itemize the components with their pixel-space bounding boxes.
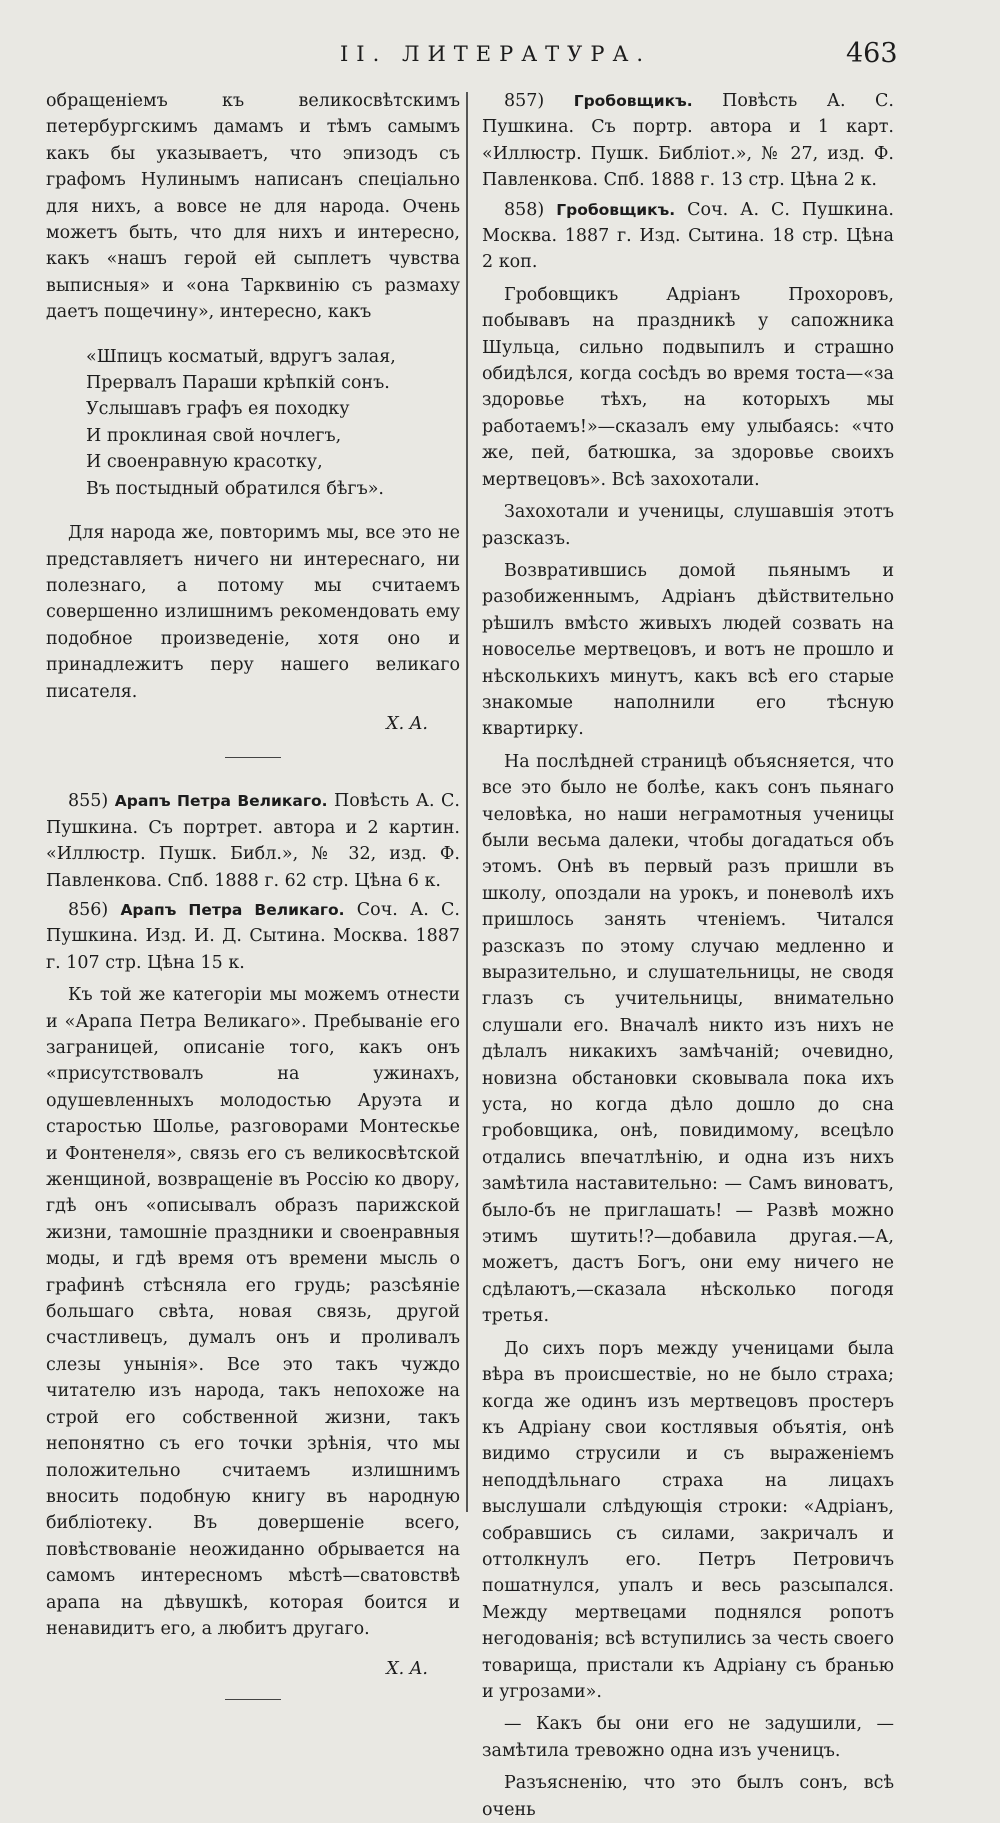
review-paragraph: Къ той же категоріи мы можемъ отнести и «Арапа Петра Великаго». Пребываніе его заграницей, описаніе того, какъ онъ «присутствовалъ на ужинахъ, одушевленныхъ молодостью Аруэта и старостью Шолье, разговорами Монтескье и Фонтенеля», связь его съ великосвѣтской женщиной, возвращеніе въ Россію ко двору, гдѣ онъ «описывалъ образъ парижской жизни, тамошніе праздники и своенравныя моды, и гдѣ время отъ времени мысль о графинѣ стѣсняла его грудь; разсѣяніе большаго свѣта, новая связь, другой счастливецъ, думалъ онъ и проливалъ слезы унынія». Все это такъ чуждо читателю изъ народа, такъ непохоже на строй его собственной жизни, такъ непонятно съ его точки зрѣнія, что мы положительно считаемъ излишнимъ вносить подобную книгу въ народную библіотеку. Въ довершеніе всего, повѣствованіе неожиданно обрывается на самомъ интересномъ мѣстѣ—сватовствѣ арапа на дѣвушкѣ, которая боится и ненавидитъ его, а любитъ другаго.	[46, 985, 460, 1639]
entry-number: 857)	[504, 91, 545, 111]
entry-details: Повѣсть А. С. Пушкина. Съ портрет. автора и 2 картин. «Иллюстр. Пушк. Библ.», № 32, изд. Ф. Павленкова. Спб. 1888 г. 62 стр. Цѣна 6 к.	[46, 791, 460, 891]
conclusion-paragraph: Для народа же, повторимъ мы, все это не представляетъ ничего ни интереснаго, ни полезнаго, а потому мы считаемъ совершенно излишнимъ рекомендовать ему подобное произведеніе, хотя оно и принадлежитъ перу нашего великаго писателя.	[46, 523, 460, 702]
entry-number: 856)	[68, 899, 109, 920]
body-paragraph: Захохотали и ученицы, слушавшія этотъ разсказъ.	[482, 502, 894, 549]
section-rule	[225, 1699, 281, 1700]
right-column	[482, 88, 894, 1823]
poem-line: «Шпицъ косматый, вдругъ залая,	[86, 346, 396, 367]
body-paragraph: На послѣдней страницѣ объясняется, что все это было не болѣе, какъ сонъ пьянаго человѣка, но наши неграмотныя ученицы были весьма далеки, чтобы догадаться объ этомъ. Онѣ въ первый разъ пришли въ школу, опоздали на урокъ, и поневолѣ ихъ пришлось занять чтеніемъ. Читался разсказъ по этому случаю медленно и выразительно, и слушательницы, не сводя глазъ съ учительницы, внимательно слушали его. Вначалѣ никто изъ нихъ не дѣлалъ никакихъ замѣчаній; очевидно, новизна обстановки сковывала пока ихъ уста, но когда дѣло дошло до сна гробовщика, онѣ, повидимому, всецѣло отдались впечатлѣнію, и одна изъ нихъ замѣтила наставительно: — Самъ виноватъ, было-бъ не приглашать! — Развѣ можно этимъ шутить!?—добавила другая.—А, можетъ, дастъ Богъ, они ему ничего не сдѣлаютъ,—сказала нѣсколько погодя третья.	[482, 751, 894, 1327]
body-paragraph: — Какъ бы они его не задушили, — замѣтила тревожно одна изъ ученицъ.	[482, 1714, 894, 1761]
entry-details: Соч. А. С. Пушкина. Изд. И. Д. Сытина. Москва. 1887 г. 107 стр. Цѣна 15 к.	[46, 899, 460, 973]
page-number: 463	[846, 38, 898, 69]
entry-details: Соч. А. С. Пушкина. Москва. 1887 г. Изд. Сытина. 18 стр. Цѣна 2 коп.	[482, 199, 894, 273]
running-title: II. ЛИТЕРАТУРА.	[340, 42, 652, 66]
entry-title: Гробовщикъ.	[573, 92, 693, 110]
entry-title: Арапъ Петра Великаго.	[120, 900, 345, 919]
body-paragraph: Возвратившись домой пьянымъ и разобиженнымъ, Адріанъ дѣйствительно рѣшилъ вмѣсто живыхъ людей созвать на новоселье мертвецовъ, и вотъ не прошло и нѣсколькихъ минутъ, какъ всѣ его старые знакомые наполнили его тѣсную квартирку.	[482, 560, 894, 740]
entry-title: Гробовщикъ.	[556, 200, 676, 219]
poem-line: И проклиная свой ночлегъ,	[86, 425, 342, 446]
signature: X. A.	[386, 713, 428, 734]
signature: X. A.	[386, 1659, 428, 1680]
body-paragraph: Гробовщикъ Адріанъ Прохоровъ, побывавъ на праздникѣ у сапожника Шульца, сильно подвыпилъ и страшно обидѣлся, когда сосѣдъ во время тоста—«за здоровье тѣхъ, на которыхъ мы работаемъ!»—сказалъ ему улыбаясь: «что же, пей, батюшка, за здоровье своихъ мертвецовъ». Всѣ захохотали.	[482, 284, 894, 490]
body-paragraph: Разъясненію, что это былъ сонъ, всѣ очень	[482, 1773, 894, 1820]
column-divider	[466, 92, 468, 1512]
intro-paragraph: обращеніемъ къ великосвѣтскимъ петербургскимъ дамамъ и тѣмъ самымъ какъ бы указываетъ, что эпизодъ съ графомъ Нулинымъ написанъ спеціально для нихъ, а вовсе не для народа. Очень можетъ быть, что для нихъ и интересно, какъ «нашъ герой ей сыплетъ чувства выписныя» и «она Тарквинію съ размаху даетъ пощечину», интересно, какъ	[46, 91, 460, 323]
poem-line: И своенравную красотку,	[86, 452, 323, 473]
section-rule	[225, 757, 281, 758]
poem-quote	[86, 344, 460, 502]
entry-857	[482, 88, 894, 194]
entry-number: 858)	[504, 199, 545, 220]
page-header	[0, 38, 1000, 78]
body-paragraph: До сихъ поръ между ученицами была вѣра въ происшествіе, но не было страха; когда же одинъ изъ мертвецовъ простеръ къ Адріану свои костлявыя объятія, онѣ видимо струсили и съ выраженіемъ неподдѣльнаго страха на лицахъ выслушали слѣдующія строки: «Адріанъ, собравшись съ силами, закричалъ и оттолкнулъ его. Петръ Петровичъ пошатнулся, упалъ и весь разсыпался. Между мертвецами поднялся ропотъ негодованія; всѣ вступились за честь своего товарища, пристали къ Адріану съ бранью и угрозами».	[482, 1338, 894, 1702]
poem-line: Въ постыдный обратился бѣгъ».	[86, 478, 384, 499]
poem-line: Услышавъ графъ ея походку	[86, 399, 350, 420]
entry-855	[46, 788, 460, 894]
entry-title: Арапъ Петра Великаго.	[114, 792, 328, 811]
entry-number: 855)	[68, 791, 109, 812]
entry-858	[482, 197, 894, 276]
entry-details: Повѣсть А. С. Пушкина. Съ портр. автора и 1 карт. «Иллюстр. Пушк. Библіот.», № 27, изд. Ф. Павленкова. Спб. 1888 г. 13 стр. Цѣна 2 к.	[482, 91, 894, 191]
left-column	[46, 88, 460, 1730]
entry-856	[46, 897, 460, 976]
poem-line: Прервалъ Параши крѣпкій сонъ.	[86, 373, 390, 394]
